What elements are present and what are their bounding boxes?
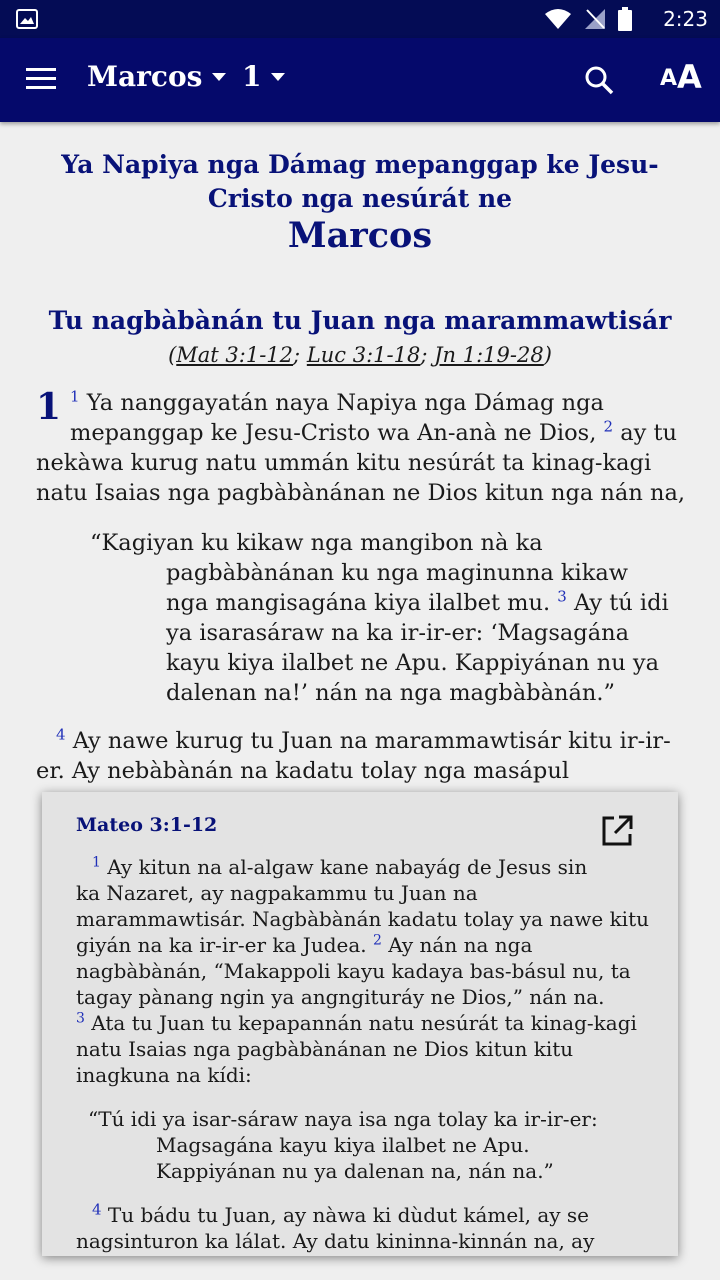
text-size-large-icon: A xyxy=(677,58,702,96)
verse-number[interactable]: 4 xyxy=(56,725,66,744)
open-in-new-icon[interactable] xyxy=(600,814,634,848)
chevron-down-icon xyxy=(212,73,226,81)
system-icons xyxy=(544,8,632,30)
verse-text[interactable]: nga mangisagána kiya ilalbet mu. xyxy=(166,590,551,616)
poetry-line[interactable]: dalenan na!’ nán na nga magbàbànán.” xyxy=(166,680,616,706)
verse-text: Ay kitun na al-algaw kane nabayág de Jesus sin xyxy=(107,855,588,879)
popup-line xyxy=(76,854,656,880)
verse-paragraph xyxy=(36,388,686,508)
chapter-selector[interactable] xyxy=(242,60,285,93)
status-bar xyxy=(0,0,720,38)
popup-passage xyxy=(76,854,656,1088)
verse-text: Ata tu Juan tu kepapannán natu nesúrát ta kinag-kagi xyxy=(91,1011,637,1035)
poetry-block xyxy=(90,528,680,708)
popup-title: Mateo 3:1-12 xyxy=(76,814,218,836)
verse-text[interactable]: Ay tú idi xyxy=(574,590,669,616)
popup-line xyxy=(76,1010,656,1036)
popup-line xyxy=(76,1202,656,1228)
paren-close: ) xyxy=(543,343,552,367)
verse-number[interactable]: 1 xyxy=(70,387,80,406)
verse-text[interactable]: mepanggap ke Jesu-Cristo wa An-anà ne Dios, xyxy=(70,420,597,446)
scripture-content[interactable] xyxy=(0,122,720,1280)
popup-poetry xyxy=(88,1106,642,1184)
verse-number[interactable]: 3 xyxy=(557,587,567,606)
chapter-number: 1 xyxy=(242,60,262,93)
search-icon[interactable] xyxy=(583,64,615,96)
verse-text[interactable]: Ya nanggayatán naya Napiya nga Dámag nga xyxy=(86,390,604,416)
signal-off-icon xyxy=(584,8,606,30)
chapter-number-dropcap: 1 xyxy=(36,386,62,428)
popup-line: ka Nazaret, ay nagpakammu tu Juan na xyxy=(76,881,478,905)
xref-separator: ; xyxy=(293,343,307,367)
book-selector[interactable] xyxy=(87,60,226,93)
book-subtitle-line: Cristo nga nesúrát ne xyxy=(207,184,513,213)
text-size-button[interactable] xyxy=(660,60,702,94)
poetry-line[interactable]: ya isarasáraw na ka ir-ir-er: ‘Magsagána xyxy=(166,620,630,646)
verse-line[interactable]: natu Isaias nga pagbàbànánan ne Dios kitun nga nán na, xyxy=(36,480,686,506)
book-name: Marcos xyxy=(87,60,203,93)
poetry-line[interactable]: pagbàbànánan ku nga maginunna kikaw xyxy=(166,560,629,586)
xref-separator: ; xyxy=(420,343,435,367)
verse-text: Ay nán na nga xyxy=(388,933,533,957)
book-subtitle xyxy=(40,148,680,216)
verse-paragraph xyxy=(36,726,696,786)
verse-text: Tu bádu tu Juan, ay nàwa ki dùdut kámel, ay se xyxy=(107,1203,589,1227)
verse-text[interactable]: Ay nawe kurug tu Juan na marammawtisár kitu ir-ir- xyxy=(72,728,671,754)
verse-line[interactable]: er. Ay nebàbànán na kadatu tolay nga masápul xyxy=(36,758,570,784)
cross-references xyxy=(30,340,690,370)
verse-line xyxy=(36,388,686,418)
verse-text: giyán na ka ir-ir-er ka Judea. xyxy=(76,933,367,957)
verse-text[interactable]: ay tu xyxy=(620,420,678,446)
xref-link[interactable]: Jn 1:19-28 xyxy=(434,343,544,367)
popup-line xyxy=(76,932,656,958)
verse-number[interactable]: 2 xyxy=(603,417,614,436)
popup-line: Magsagána kayu kiya ilalbet ne Apu. xyxy=(156,1133,530,1157)
popup-line: marammawtisár. Nagbàbànán kadatu tolay ya nawe kitu xyxy=(76,907,649,931)
verse-number: 4 xyxy=(92,1200,102,1219)
text-size-small-icon: A xyxy=(660,66,678,91)
poetry-line[interactable]: kayu kiya ilalbet ne Apu. Kappiyánan nu ya xyxy=(166,650,659,676)
book-title: Marcos xyxy=(287,215,433,256)
verse-line xyxy=(36,726,696,756)
popup-line: natu Isaias nga pagbàbànánan ne Dios kitun kitu xyxy=(76,1037,574,1061)
popup-line: nagbàbànán, “Makappoli kayu kadaya bas-básul nu, ta xyxy=(76,959,631,983)
chevron-down-icon xyxy=(271,73,285,81)
poetry-line xyxy=(90,588,680,618)
popup-line: nagsinturon ka lálat. Ay datu kininna-kinnán na, ay xyxy=(76,1229,595,1253)
verse-line[interactable]: nekàwa kurug natu ummán kitu nesúrát ta kinag-kagi xyxy=(36,450,652,476)
popup-line: tagay pànang ngin ya angngituráy ne Dios,” nán na. xyxy=(76,985,605,1009)
menu-icon[interactable] xyxy=(26,66,56,92)
poetry-line[interactable]: “Kagiyan ku kikaw nga mangibon nà ka xyxy=(90,530,543,556)
gallery-notification-icon xyxy=(16,9,38,29)
verse-number: 1 xyxy=(92,854,101,871)
popup-line: inagkuna na kídi: xyxy=(76,1063,252,1087)
verse-number: 3 xyxy=(76,1010,85,1027)
clock: 2:23 xyxy=(663,7,708,31)
wifi-icon xyxy=(544,8,572,30)
battery-icon xyxy=(618,7,632,31)
book-subtitle-line: Ya Napiya nga Dámag mepanggap ke Jesu- xyxy=(61,150,659,179)
popup-passage xyxy=(76,1202,656,1254)
xref-link[interactable]: Luc 3:1-18 xyxy=(306,343,421,367)
cross-reference-popup[interactable] xyxy=(42,792,678,1256)
popup-line: Kappiyánan nu ya dalenan na, nán na.” xyxy=(156,1159,554,1183)
app-bar xyxy=(0,38,720,122)
popup-line: “Tú idi ya isar-sáraw naya isa nga tolay ka ir-ir-er: xyxy=(88,1107,598,1131)
verse-line xyxy=(36,418,686,448)
xref-link[interactable]: Mat 3:1-12 xyxy=(176,343,294,367)
paren-open: ( xyxy=(168,343,177,367)
verse-number: 2 xyxy=(372,932,382,949)
section-heading: Tu nagbàbànán tu Juan nga marammawtisár xyxy=(48,306,672,335)
